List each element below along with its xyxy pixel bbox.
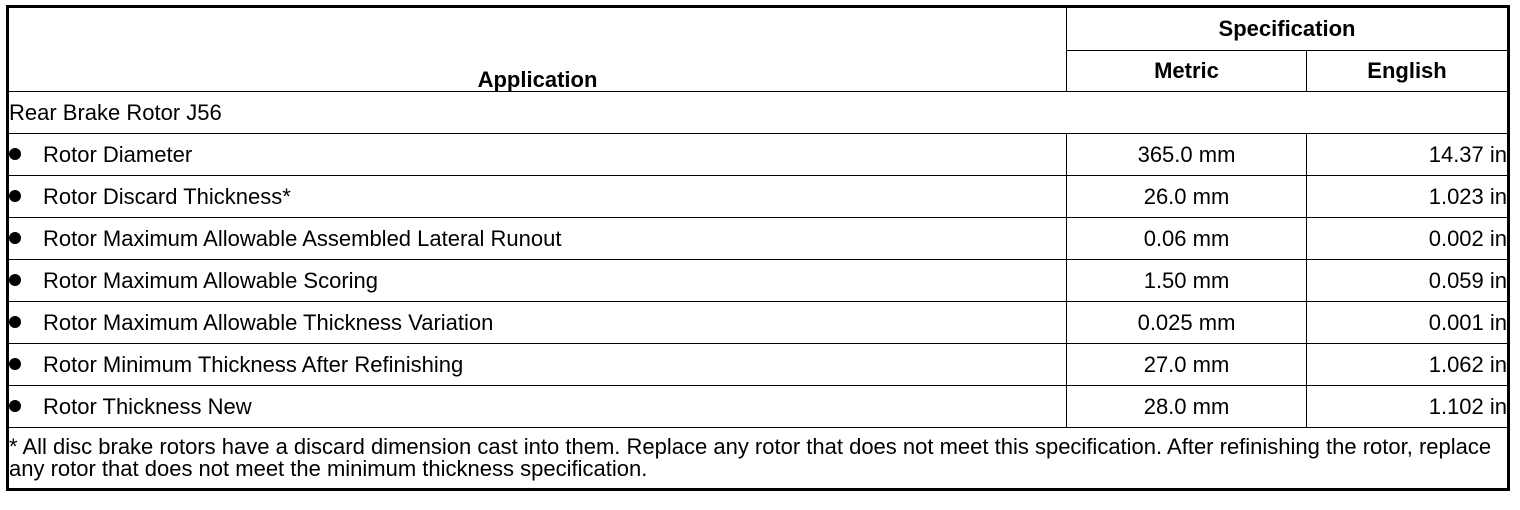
table-row bbox=[8, 176, 1509, 218]
bullet-icon bbox=[9, 358, 21, 370]
row-label-cell bbox=[8, 260, 1067, 302]
bullet-icon bbox=[9, 274, 21, 286]
table-row bbox=[8, 344, 1509, 386]
english-value: 1.062 in bbox=[1307, 344, 1509, 386]
specification-header: Specification bbox=[1067, 7, 1509, 51]
row-label: Rotor Maximum Allowable Scoring bbox=[43, 267, 379, 293]
bullet-icon bbox=[9, 316, 21, 328]
table-row bbox=[8, 218, 1509, 260]
row-label-cell bbox=[8, 344, 1067, 386]
row-label: Rotor Discard Thickness* bbox=[43, 183, 291, 209]
table-row bbox=[8, 134, 1509, 176]
row-label: Rotor Maximum Allowable Assembled Lateral Runout bbox=[43, 225, 562, 251]
table-row bbox=[8, 386, 1509, 428]
row-label: Rotor Minimum Thickness After Refinishing bbox=[43, 351, 464, 377]
row-label-cell bbox=[8, 176, 1067, 218]
row-label-cell bbox=[8, 386, 1067, 428]
row-label-cell bbox=[8, 134, 1067, 176]
metric-value: 26.0 mm bbox=[1067, 176, 1307, 218]
table-row bbox=[8, 260, 1509, 302]
bullet-icon bbox=[9, 190, 21, 202]
english-header: English bbox=[1307, 51, 1509, 92]
english-value: 0.059 in bbox=[1307, 260, 1509, 302]
english-value: 1.023 in bbox=[1307, 176, 1509, 218]
specification-table bbox=[6, 5, 1510, 491]
metric-value: 27.0 mm bbox=[1067, 344, 1307, 386]
row-label-cell bbox=[8, 302, 1067, 344]
english-value: 14.37 in bbox=[1307, 134, 1509, 176]
row-label-cell bbox=[8, 218, 1067, 260]
english-value: 0.001 in bbox=[1307, 302, 1509, 344]
metric-value: 1.50 mm bbox=[1067, 260, 1307, 302]
row-label: Rotor Thickness New bbox=[43, 393, 252, 419]
metric-value: 28.0 mm bbox=[1067, 386, 1307, 428]
table-row bbox=[8, 302, 1509, 344]
metric-value: 0.06 mm bbox=[1067, 218, 1307, 260]
application-header: Application bbox=[8, 7, 1067, 92]
bullet-icon bbox=[9, 148, 21, 160]
bullet-icon bbox=[9, 232, 21, 244]
english-value: 1.102 in bbox=[1307, 386, 1509, 428]
metric-value: 365.0 mm bbox=[1067, 134, 1307, 176]
bullet-icon bbox=[9, 400, 21, 412]
metric-value: 0.025 mm bbox=[1067, 302, 1307, 344]
metric-header: Metric bbox=[1067, 51, 1307, 92]
english-value: 0.002 in bbox=[1307, 218, 1509, 260]
section-title: Rear Brake Rotor J56 bbox=[8, 92, 1509, 134]
row-label: Rotor Diameter bbox=[43, 141, 193, 167]
row-label: Rotor Maximum Allowable Thickness Variation bbox=[43, 309, 494, 335]
footnote: * All disc brake rotors have a discard dimension cast into them. Replace any rotor that does not meet this specification. After refinishing the rotor, replace any rotor that does not meet the minimum thickness specification. bbox=[8, 428, 1509, 490]
